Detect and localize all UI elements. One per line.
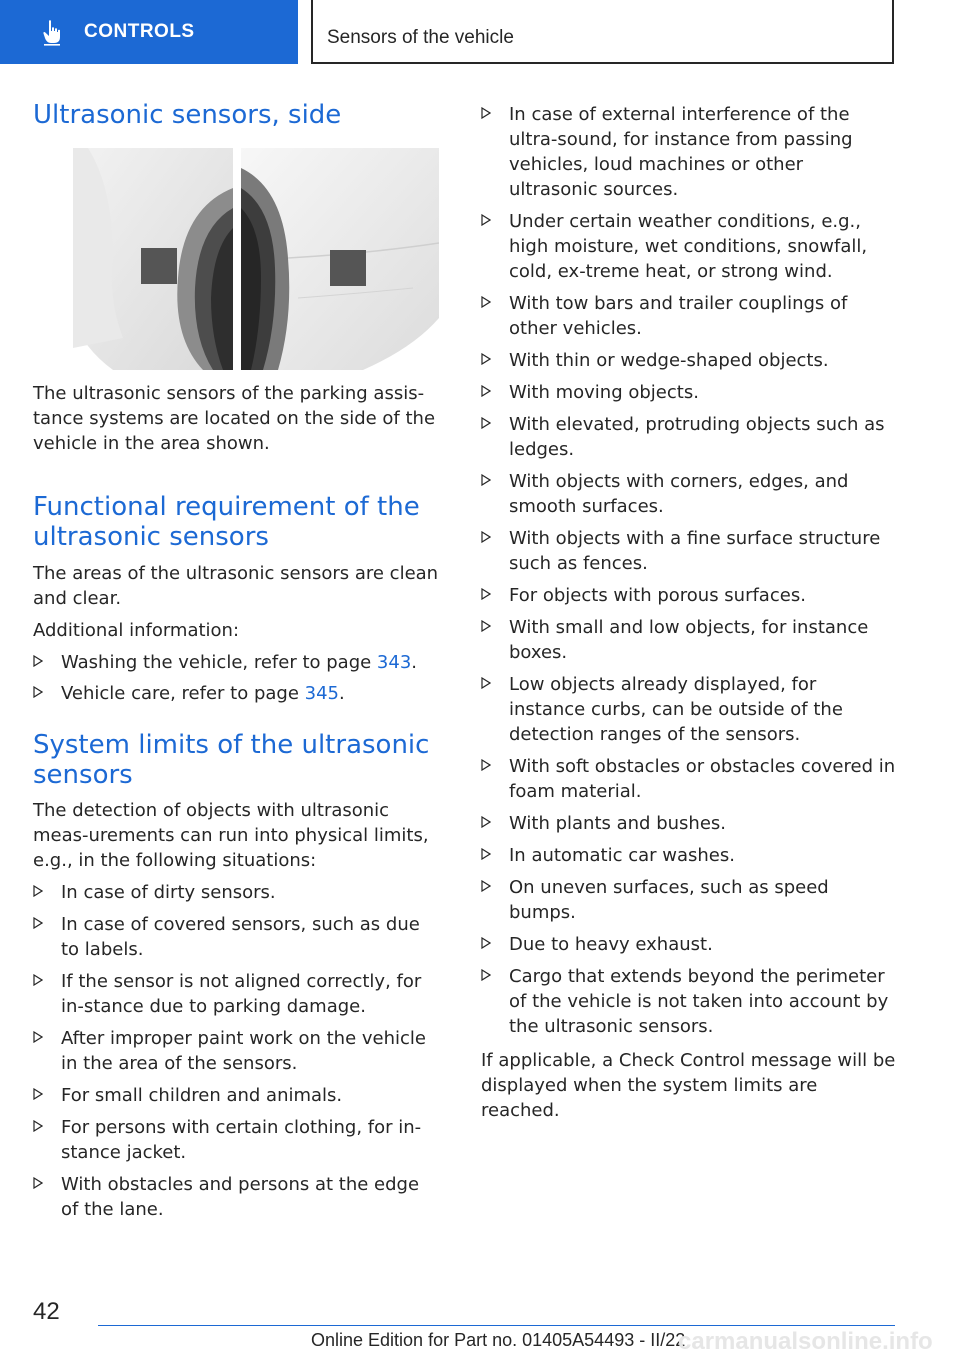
heading-system-limits: System limits of the ultrasonic sensors bbox=[33, 730, 430, 790]
triangle-bullet-icon bbox=[481, 531, 491, 543]
figure-caption: The ultrasonic sensors of the parking assis-tance systems are located on the side of the vehicle in the area shown. bbox=[33, 383, 436, 454]
list-item: In automatic car washes. bbox=[481, 843, 897, 868]
list-item: For persons with certain clothing, for in-stance jacket. bbox=[33, 1115, 441, 1165]
list-item: For objects with porous surfaces. bbox=[481, 583, 897, 608]
list-item: Under certain weather conditions, e.g., high moisture, wet conditions, snowfall, cold, ex-treme heat, or strong wind. bbox=[481, 209, 897, 284]
list-item: With plants and bushes. bbox=[481, 811, 897, 836]
triangle-bullet-icon bbox=[481, 969, 491, 981]
limits-list-right bbox=[481, 102, 897, 1046]
triangle-bullet-icon bbox=[481, 474, 491, 486]
list-item: Washing the vehicle, refer to page 343. bbox=[33, 650, 441, 675]
watermark: carmanualsonline.info bbox=[678, 1328, 933, 1355]
triangle-bullet-icon bbox=[481, 848, 491, 860]
edition-footer: Online Edition for Part no. 01405A54493 - II/22 bbox=[311, 1330, 686, 1350]
page-link-345[interactable]: 345 bbox=[304, 683, 339, 704]
page-number: 42 bbox=[33, 1298, 60, 1325]
car-side-illustration bbox=[73, 148, 439, 370]
list-item: For small children and animals. bbox=[33, 1083, 441, 1108]
triangle-bullet-icon bbox=[481, 107, 491, 119]
closing-text: If applicable, a Check Control message will be displayed when the system limits are reached. bbox=[481, 1050, 896, 1121]
footer-rule bbox=[98, 1325, 895, 1326]
list-item: On uneven surfaces, such as speed bumps. bbox=[481, 875, 897, 925]
list-item: With objects with a fine surface structure such as fences. bbox=[481, 526, 897, 576]
list-item: With tow bars and trailer couplings of other vehicles. bbox=[481, 291, 897, 341]
triangle-bullet-icon bbox=[481, 937, 491, 949]
list-item: With moving objects. bbox=[481, 380, 897, 405]
triangle-bullet-icon bbox=[481, 620, 491, 632]
limits-intro: The detection of objects with ultrasonic meas-urements can run into physical limits, e.g., in the following situations: bbox=[33, 800, 429, 871]
triangle-bullet-icon bbox=[481, 677, 491, 689]
triangle-bullet-icon bbox=[33, 917, 43, 929]
list-item: If the sensor is not aligned correctly, for in-stance due to parking damage. bbox=[33, 969, 441, 1019]
triangle-bullet-icon bbox=[33, 1120, 43, 1132]
list-item: With obstacles and persons at the edge of the lane. bbox=[33, 1172, 441, 1222]
sensor-marker bbox=[141, 248, 177, 284]
list-item: In case of dirty sensors. bbox=[33, 880, 441, 905]
heading-functional-requirement: Functional requirement of the ultrasonic sensors bbox=[33, 492, 420, 552]
list-item: With elevated, protruding objects such as ledges. bbox=[481, 412, 897, 462]
triangle-bullet-icon bbox=[33, 1031, 43, 1043]
sensor-marker bbox=[330, 250, 366, 286]
triangle-bullet-icon bbox=[481, 880, 491, 892]
hand-pointer-icon bbox=[40, 18, 68, 46]
list-item: With small and low objects, for instance boxes. bbox=[481, 615, 897, 665]
section-label: CONTROLS bbox=[84, 21, 195, 42]
limits-list-left bbox=[33, 880, 441, 1229]
triangle-bullet-icon bbox=[481, 588, 491, 600]
list-item: Low objects already displayed, for instance curbs, can be outside of the detection ranges of the sensors. bbox=[481, 672, 897, 747]
page-link-343[interactable]: 343 bbox=[376, 652, 412, 673]
section-tab bbox=[0, 0, 298, 64]
triangle-bullet-icon bbox=[481, 214, 491, 226]
triangle-bullet-icon bbox=[481, 385, 491, 397]
chapter-header bbox=[311, 0, 894, 64]
triangle-bullet-icon bbox=[481, 353, 491, 365]
triangle-bullet-icon bbox=[33, 974, 43, 986]
list-item: Vehicle care, refer to page 345. bbox=[33, 681, 441, 706]
list-item: Due to heavy exhaust. bbox=[481, 932, 897, 957]
triangle-bullet-icon bbox=[33, 885, 43, 897]
triangle-bullet-icon bbox=[33, 1088, 43, 1100]
triangle-bullet-icon bbox=[33, 1177, 43, 1189]
triangle-bullet-icon bbox=[481, 417, 491, 429]
list-item: With thin or wedge-shaped objects. bbox=[481, 348, 897, 373]
list-item: In case of covered sensors, such as due to labels. bbox=[33, 912, 441, 962]
triangle-bullet-icon bbox=[481, 816, 491, 828]
requirement-text: The areas of the ultrasonic sensors are clean and clear. bbox=[33, 563, 439, 609]
list-item: In case of external interference of the ultra-sound, for instance from passing vehicles, loud machines or other ultrasonic sources. bbox=[481, 102, 897, 202]
triangle-bullet-icon bbox=[481, 296, 491, 308]
list-item: With soft obstacles or obstacles covered in foam material. bbox=[481, 754, 897, 804]
triangle-bullet-icon bbox=[33, 686, 43, 698]
info-list bbox=[33, 650, 441, 706]
list-item: Cargo that extends beyond the perimeter of the vehicle is not taken into account by the ultrasonic sensors. bbox=[481, 964, 897, 1039]
chapter-title: Sensors of the vehicle bbox=[327, 27, 514, 48]
heading-ultrasonic-side: Ultrasonic sensors, side bbox=[33, 100, 342, 130]
triangle-bullet-icon bbox=[481, 759, 491, 771]
additional-info-label: Additional information: bbox=[33, 620, 240, 641]
triangle-bullet-icon bbox=[33, 655, 43, 667]
sensor-location-figure bbox=[73, 148, 439, 370]
list-item: With objects with corners, edges, and smooth surfaces. bbox=[481, 469, 897, 519]
list-item: After improper paint work on the vehicle in the area of the sensors. bbox=[33, 1026, 441, 1076]
